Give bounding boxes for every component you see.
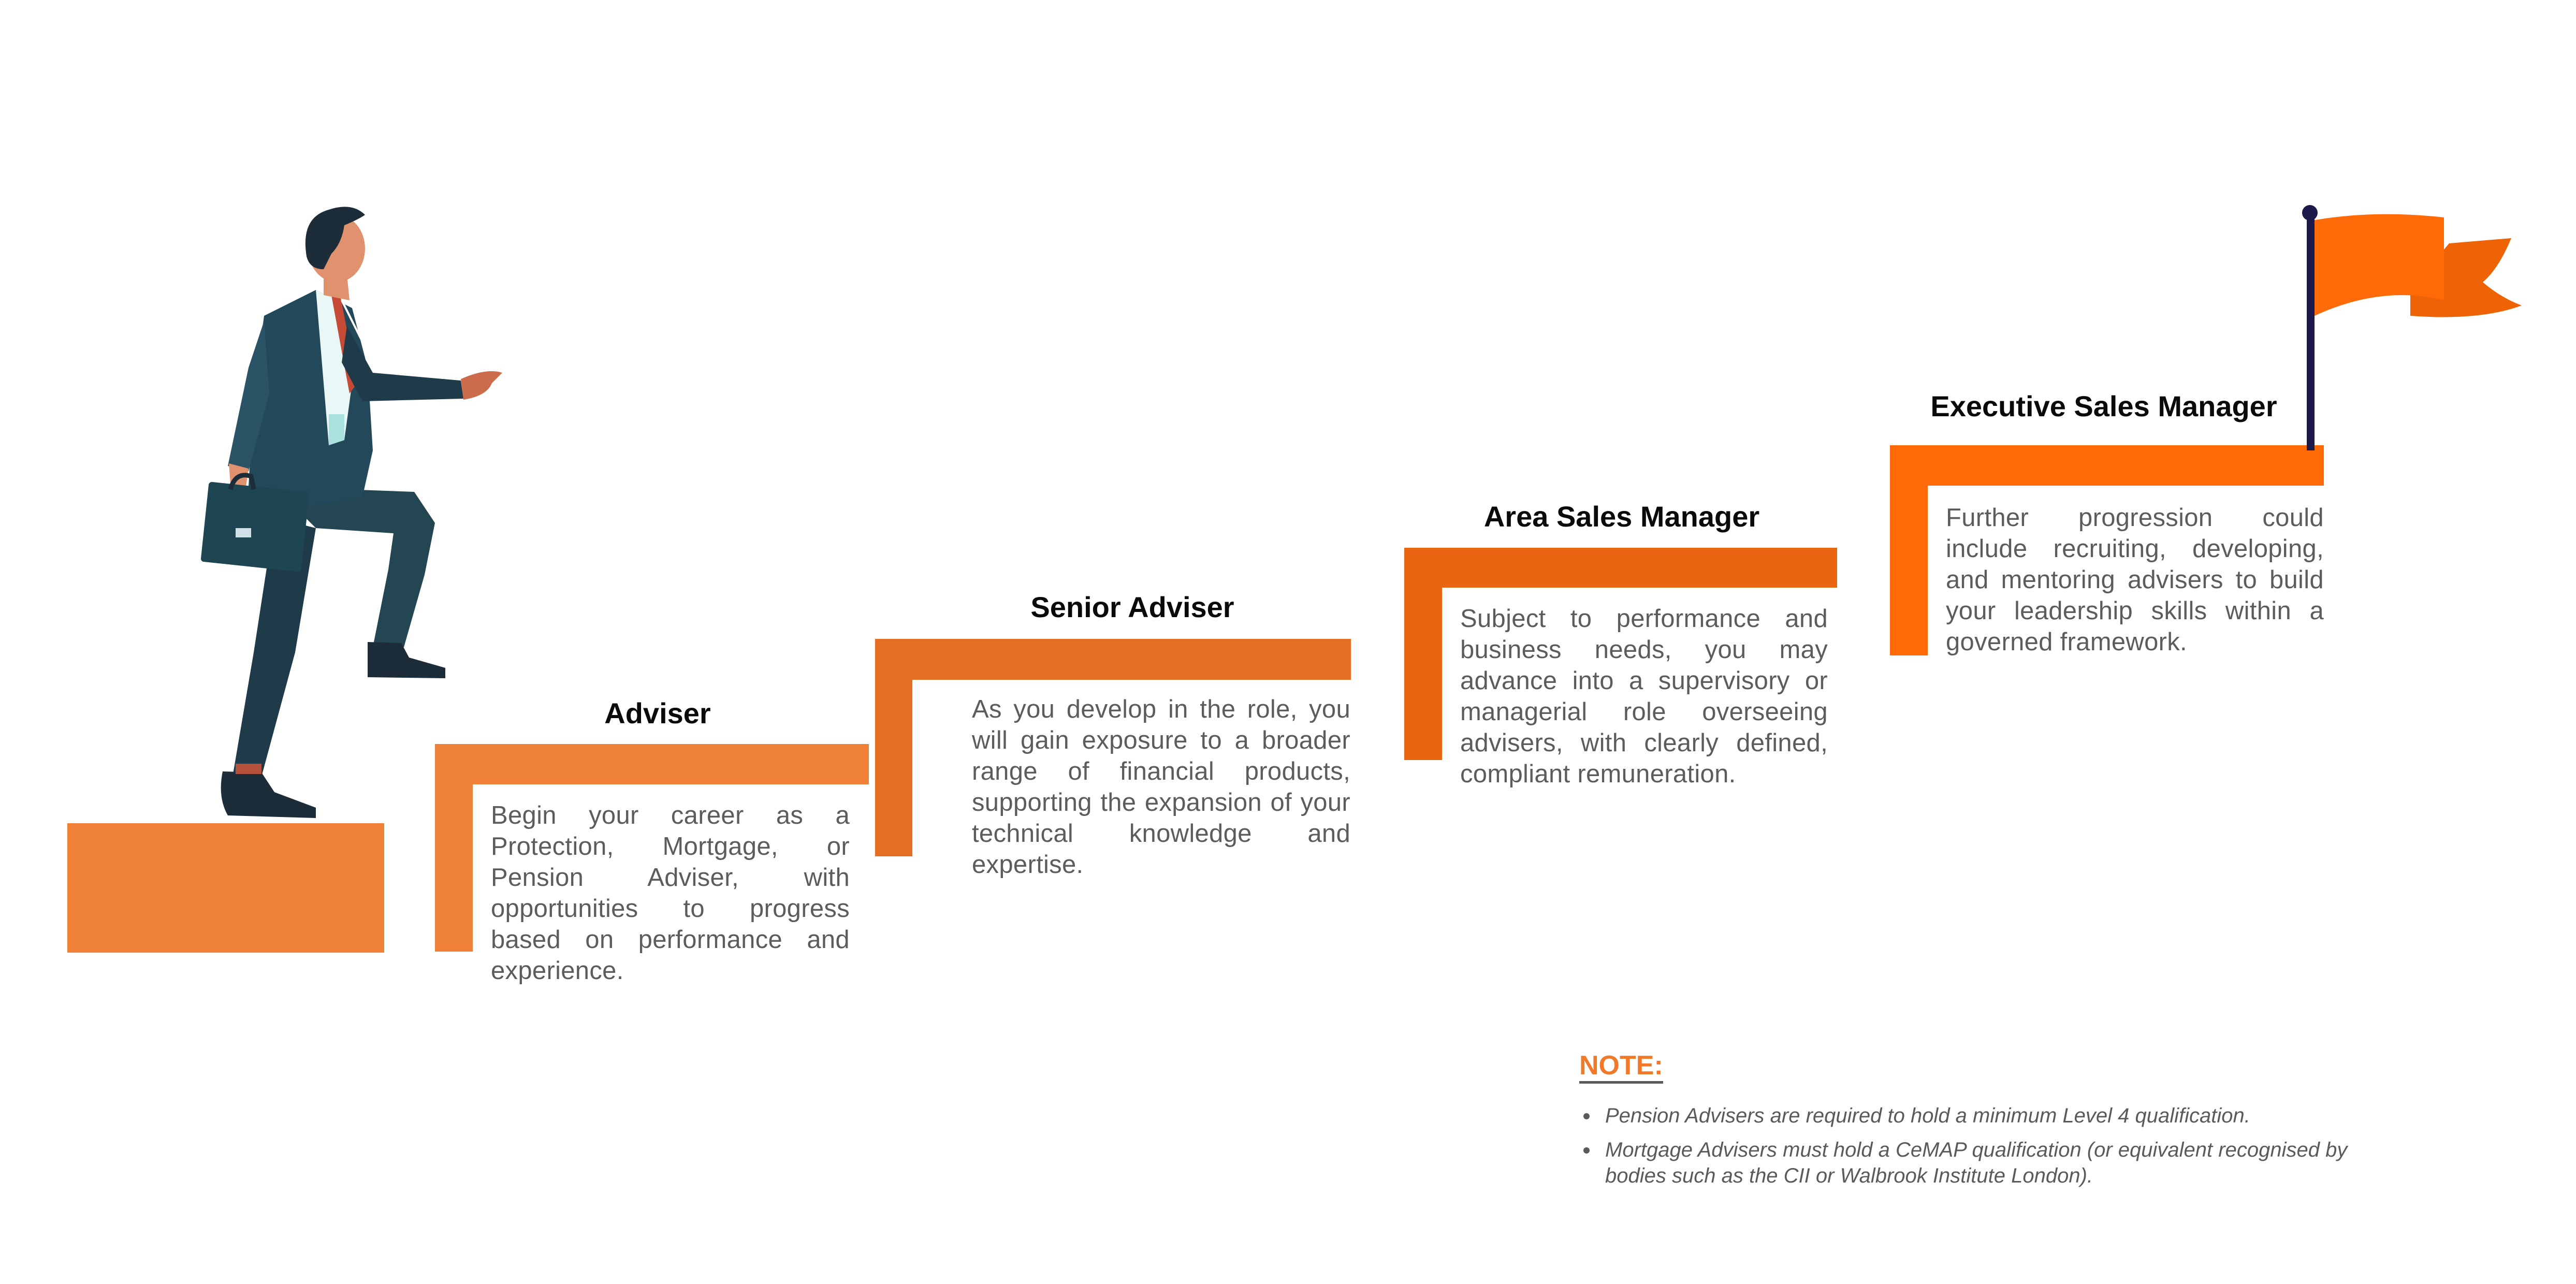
- step-desc-area-sales-manager: Subject to performance and business needs, you may advance into a supervisory or managerial role overseeing advisers, with clearly defined, compliant remuneration.: [1460, 605, 1828, 788]
- step-title-area-sales-manager: Area Sales Manager: [1483, 500, 1760, 533]
- step-senior-adviser-side-bar: [875, 639, 912, 856]
- note-item: Pension Advisers are required to hold a minimum Level 4 qualification.: [1605, 1103, 2361, 1129]
- businessman-climbing-icon: [145, 197, 570, 834]
- step-adviser-top-bar: [435, 744, 869, 784]
- step-executive-sales-manager-side-bar: [1890, 445, 1928, 655]
- step-senior-adviser-top-bar: [875, 639, 1351, 680]
- step-desc-senior-adviser: As you develop in the role, you will gain exposure to a broader range of financial products, supporting the expansion of your technical knowledge and expertise.: [972, 695, 1350, 879]
- note-heading: NOTE:: [1579, 1051, 1663, 1084]
- note-item: Mortgage Advisers must hold a CeMAP qualification (or equivalent recognised by bodies such as the CII or Walbrook Institute London).: [1605, 1137, 2361, 1189]
- step-title-senior-adviser: Senior Adviser: [1030, 591, 1234, 623]
- note-list: [1579, 1103, 2361, 1197]
- step-area-sales-manager-side-bar: [1404, 548, 1442, 760]
- step-executive-sales-manager-top-bar: [1890, 445, 2324, 486]
- step-desc-adviser: Begin your career as a Protection, Mortgage, or Pension Adviser, with opportunities to progress based on performance and experience.: [491, 801, 850, 985]
- flag-icon: [2294, 197, 2532, 450]
- starting-block: [67, 823, 384, 953]
- step-desc-executive-sales-manager: Further progression could include recruiting, developing, and mentoring advisers to build your leadership skills within a governed framework.: [1946, 504, 2324, 656]
- step-adviser-side-bar: [435, 744, 473, 952]
- step-title-adviser: Adviser: [604, 697, 711, 729]
- step-title-executive-sales-manager: Executive Sales Manager: [1930, 390, 2277, 422]
- step-area-sales-manager-top-bar: [1404, 548, 1837, 588]
